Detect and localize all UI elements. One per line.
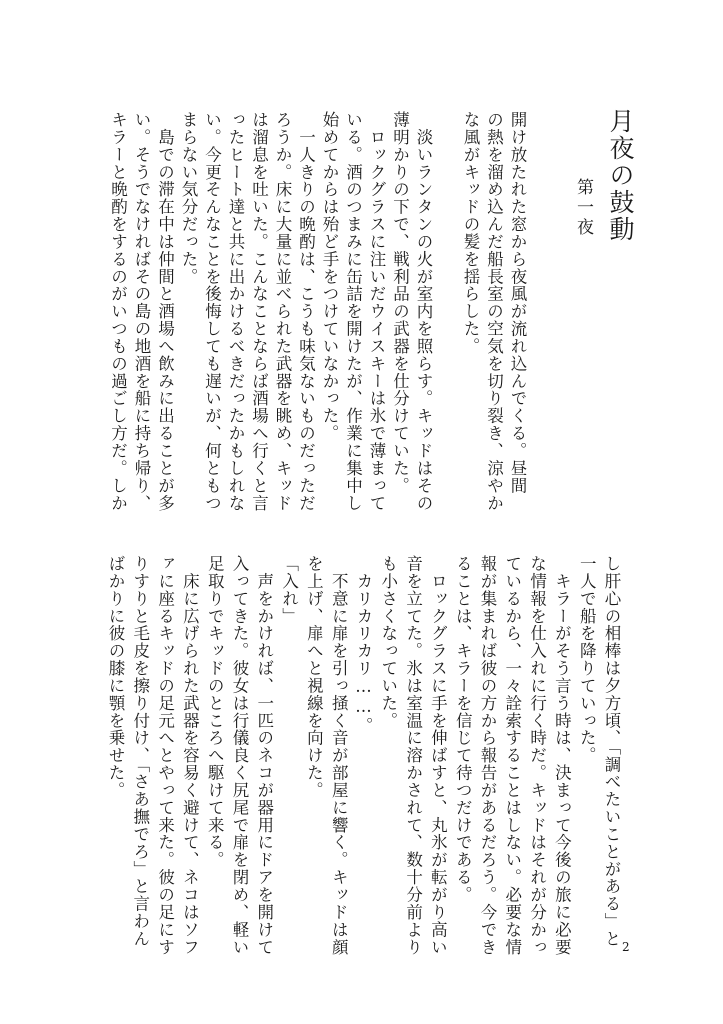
- text-line: 始めてからは殆ど手をつけていなかった。: [320, 111, 339, 442]
- text-line: ろうか。床に大量に並べられた武器を眺め、キッド: [273, 111, 292, 512]
- text-line: を上げ、扉へと視線を向けた。: [304, 555, 324, 799]
- text-line: まらない気分だった。: [179, 111, 198, 286]
- text-line: キラーがそう言う時は、決まって今後の旅に必要: [552, 555, 572, 956]
- page-number: 2: [622, 940, 630, 954]
- text-line: キラーと晩酌をするのがいつもの過ごし方だ。しか: [108, 111, 128, 512]
- text-line: ったヒート達と共に出かけるべきだったかもしれな: [226, 111, 245, 512]
- text-line: な風がキッドの髪を揺らした。: [461, 111, 480, 355]
- text-line: 不意に扉を引っ掻く音が部屋に響く。キッドは顔: [329, 555, 349, 956]
- text-line: の熱を溜め込んだ船長室の空気を切り裂き、涼やか: [484, 111, 504, 512]
- text-line: は溜息を吐いた。こんなことならば酒場へ行くと言: [249, 111, 269, 512]
- text-line: ばかりに彼の膝に顎を乗せた。: [106, 555, 125, 799]
- page-title: 月夜の鼓動: [606, 108, 635, 243]
- text-line: 一人きりの晩酌は、こうも味気ないものだっただ: [296, 111, 316, 512]
- text-line: し肝心の相棒は夕方頃、「調べたいことがある」と: [602, 555, 621, 948]
- text-line: 一人で船を降りていった。: [577, 555, 597, 765]
- text-line: 入ってきた。彼女は行儀良く尻尾で扉を閉め、軽い: [230, 555, 249, 956]
- text-line: 声をかければ、一匹のネコが器用にドアを開けて: [254, 555, 274, 956]
- text-line: 淡いランタンの火が室内を照らす。キッドはその: [414, 111, 433, 512]
- text-line: 床に広げられた武器を容易く避けて、ネコはソフ: [180, 555, 200, 956]
- text-line: 音を立てた。氷は室温に溶かされて、数十分前より: [403, 555, 423, 956]
- text-line: 報が集まれば彼の方から報告があるだろう。今でき: [478, 555, 497, 956]
- text-line: 島での滞在中は仲間と酒場へ飲みに出ることが多: [155, 111, 175, 512]
- text-line: 開け放たれた窓から夜風が流れ込んでくる。昼間: [508, 111, 527, 495]
- text-line: ることは、キラーを信じて待つだけである。: [453, 555, 473, 904]
- text-line: も小さくなっていた。: [378, 555, 398, 730]
- chapter-heading: 第一夜: [573, 178, 593, 238]
- text-line: ロックグラスに手を伸ばすと、丸氷が転がり高い: [428, 555, 448, 956]
- text-line: い。今更そんなことを後悔しても遅いが、何ともつ: [202, 111, 222, 512]
- text-line: ているから、一々詮索することはしない。必要な情: [502, 555, 522, 956]
- text-line: い。そうでなければその島の地酒を船に持ち帰り、: [132, 111, 151, 512]
- text-line: 「入れ」: [279, 555, 299, 625]
- text-line: カリカリカリ……。: [354, 555, 373, 735]
- text-line: いる。酒のつまみに缶詰を開けたが、作業に集中し: [343, 111, 363, 512]
- text-line: な情報を仕入れに行く時だ。キッドはそれが分かっ: [527, 555, 547, 956]
- text-line: ァに座るキッドの足元へとやって来た。彼の足にす: [155, 555, 175, 956]
- text-line: 薄明かりの下で、戦利品の武器を仕分けていた。: [390, 111, 410, 495]
- text-line: ロックグラスに注いだウイスキーは氷で薄まって: [367, 111, 386, 512]
- text-line: 足取りでキッドのところへ駆けて来る。: [205, 555, 225, 869]
- text-line: りすりと毛皮を擦り付け、「さあ撫でろ」と言わん: [130, 555, 150, 948]
